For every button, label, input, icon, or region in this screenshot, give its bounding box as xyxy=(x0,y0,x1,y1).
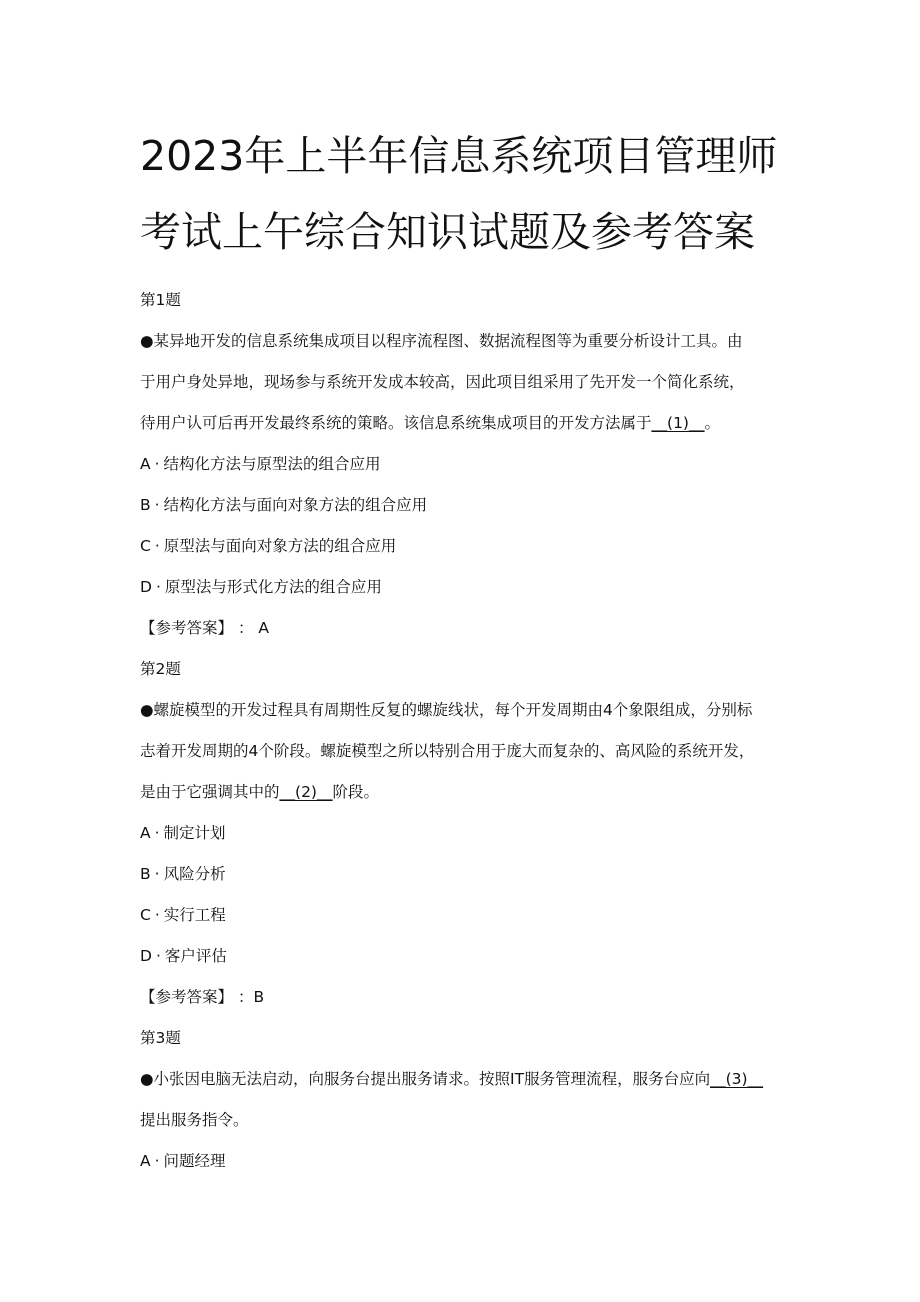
stem-text: ●小张因电脑无法启动，向服务台提出服务请求。按照IT服务管理流程，服务台应向 xyxy=(140,1070,711,1088)
option-letter: D xyxy=(140,578,152,596)
option-text: 风险分析 xyxy=(163,865,226,883)
stem-text: 阶段。 xyxy=(332,783,379,801)
stem-line xyxy=(140,1066,790,1107)
stem-line: 于用户身处异地，现场参与系统开发成本较高，因此项目组采用了先开发一个简化系统， xyxy=(140,373,745,391)
answer-value: B xyxy=(253,988,265,1006)
option-text: 原型法与面向对象方法的组合应用 xyxy=(163,537,397,555)
option-b: B · 结构化方法与面向对象方法的组合应用 xyxy=(140,496,428,514)
option-text: 问题经理 xyxy=(163,1152,226,1170)
option-text: 制定计划 xyxy=(163,824,226,842)
question-number: 第2题 xyxy=(140,660,181,678)
question-stem xyxy=(140,1066,790,1148)
question-number: 第3题 xyxy=(140,1029,181,1047)
document-title xyxy=(140,118,800,270)
option-letter: D xyxy=(140,947,152,965)
option-c: C · 实行工程 xyxy=(140,906,226,924)
option-letter: A xyxy=(140,824,151,842)
answer-label: 【参考答案】 xyxy=(140,619,234,637)
option-letter: C xyxy=(140,537,151,555)
stem-text: 是由于它强调其中的 xyxy=(140,783,280,801)
title-line-1: 2023年上半年信息系统项目管理师 xyxy=(140,132,778,180)
question-number: 第1题 xyxy=(140,291,181,309)
option-text: 结构化方法与原型法的组合应用 xyxy=(163,455,381,473)
stem-line: ●某异地开发的信息系统集成项目以程序流程图、数据流程图等为重要分析设计工具。由 xyxy=(140,332,743,350)
title-line-2: 考试上午综合知识试题及参考答案 xyxy=(140,208,755,256)
reference-answer xyxy=(140,615,790,656)
question-stem xyxy=(140,697,790,820)
stem-line xyxy=(140,410,790,451)
stem-line: 志着开发周期的4个阶段。螺旋模型之所以特别合用于庞大而复杂的、高风险的系统开发， xyxy=(140,742,755,760)
option-a: A · 结构化方法与原型法的组合应用 xyxy=(140,455,381,473)
option-text: 客户评估 xyxy=(164,947,227,965)
answer-blank: __(1)__ xyxy=(651,414,705,432)
option-letter: A xyxy=(140,1152,151,1170)
stem-text: 。 xyxy=(704,414,720,432)
document-body xyxy=(140,287,790,1189)
answer-separator: ： xyxy=(233,619,259,637)
option-b: B · 风险分析 xyxy=(140,865,226,883)
option-letter: A xyxy=(140,455,151,473)
option-letter: B xyxy=(140,496,151,514)
option-d: D · 客户评估 xyxy=(140,947,227,965)
option-d: D · 原型法与形式化方法的组合应用 xyxy=(140,578,382,596)
answer-label: 【参考答案】 xyxy=(140,988,234,1006)
answer-blank: __(2)__ xyxy=(279,783,333,801)
option-letter: C xyxy=(140,906,151,924)
option-text: 实行工程 xyxy=(163,906,226,924)
option-a: A · 制定计划 xyxy=(140,824,226,842)
answer-value: A xyxy=(258,619,269,637)
answer-blank: __(3)__ xyxy=(710,1070,764,1088)
answer-separator: ： xyxy=(233,988,254,1006)
option-letter: B xyxy=(140,865,151,883)
question-stem xyxy=(140,328,790,451)
reference-answer xyxy=(140,984,790,1025)
option-text: 原型法与形式化方法的组合应用 xyxy=(164,578,382,596)
stem-line: ●螺旋模型的开发过程具有周期性反复的螺旋线状，每个开发周期由4个象限组成，分别标 xyxy=(140,701,753,719)
stem-text: 待用户认可后再开发最终系统的策略。该信息系统集成项目的开发方法属于 xyxy=(140,414,652,432)
stem-line xyxy=(140,779,790,820)
stem-line: 提出服务指令。 xyxy=(140,1111,249,1129)
option-text: 结构化方法与面向对象方法的组合应用 xyxy=(163,496,428,514)
option-c: C · 原型法与面向对象方法的组合应用 xyxy=(140,537,397,555)
option-a: A · 问题经理 xyxy=(140,1152,226,1170)
